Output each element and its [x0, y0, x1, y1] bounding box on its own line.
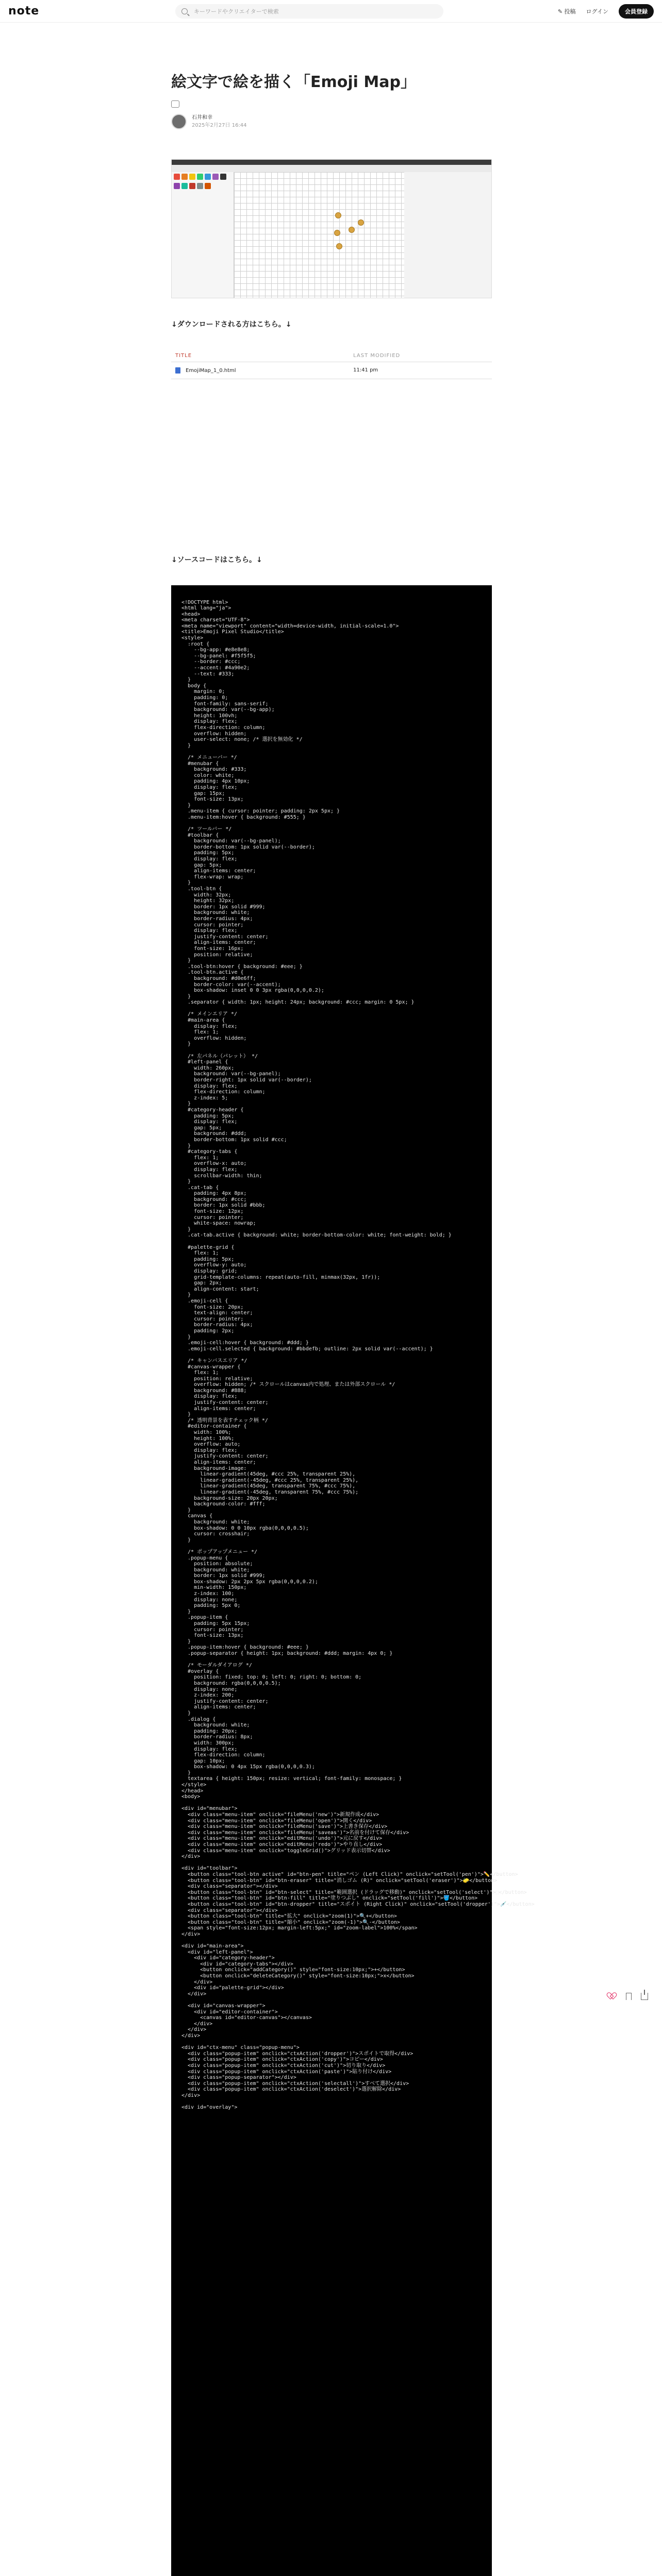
- article: [171, 52, 535, 2576]
- post-label: 投稿: [564, 8, 576, 15]
- hero-canvas-area: [234, 172, 491, 298]
- author-meta: [192, 114, 247, 129]
- file-table-header: [171, 350, 492, 362]
- author-block: [171, 114, 492, 129]
- source-code: <!DOCTYPE html> <html lang="ja"> <head> <meta charset="UTF-8"> <meta name="viewport" content="width=device-width, initial-scale=1.0"> <title>Emoji Pixel Studio</title> <style> :root { --bg-app: #e8e8e8; --bg-panel: #f5f5f5; --border: #ccc; --accent: #4a90e2; --text: #333; } body { margin: 0; padding: 0; font-family: sans-serif; background: var(--bg-app); height: 100vh; display: flex; flex-direction: column; overflow: hidden; user-select: none; /* 選択を無効化 */ } /* メニューバー */ #menubar { background: #333; color: white; padding: 4px 10px; display: flex; gap: 15px; font-size: 13px; } .menu-item { cursor: pointer; padding: 2px 5px; } .menu-item:hover { background: #555; } /* ツールバー */ #toolbar { background: var(--bg-panel); border-bottom: 1px solid var(--border); padding: 5px; display: flex; gap: 5px; align-items: center; flex-wrap: wrap; } .tool-btn { width: 32px; height: 32px; border: 1px solid #999; background: white; border-radius: 4px; cursor: pointer; display: flex; justify-content: center; align-items: center; font-size: 16px; position: relative; } .tool-btn:hover { background: #eee; } .tool-btn.active { background: #d0e6ff; border-color: var(--accent); box-shadow: inset 0 0 3px rgba(0,0,0,0.2); } .separator { width: 1px; height: 24px; background: #ccc; margin: 0 5px; } /* メインエリア */ #main-area { display: flex; flex: 1; overflow: hidden; } /* 左パネル（パレット） */ #left-panel { width: 260px; background: var(--bg-panel); border-right: 1px solid var(--border); display: flex; flex-direction: column; z-index: 5; } #category-header { padding: 5px; display: flex; gap: 5px; background: #ddd; border-bottom: 1px solid #ccc; } #category-tabs { flex: 1; overflow-x: auto; display: flex; scrollbar-width: thin; } .cat-tab { padding: 4px 8px; background: #ccc; border: 1px solid #bbb; font-size: 12px; cursor: pointer; white-space: nowrap; } .cat-tab.active { background: white; border-bottom-color: white; font-weight: bold; } #palette-grid { flex: 1; padding: 5px; overflow-y: auto; display: grid; grid-template-columns: repeat(auto-fill, minmax(32px, 1fr)); gap: 2px; align-content: start; } .emoji-cell { font-size: 20px; text-align: center; cursor: pointer; border-radius: 4px; padding: 2px; } .emoji-cell:hover { background: #ddd; } .emoji-cell.selected { background: #bbdefb; outline: 2px solid var(--accent); } /* キャンバスエリア */ #canvas-wrapper { flex: 1; position: relative; overflow: hidden; /* スクロールはcanvas内で処理、または外部スクロール */ background: #888; display: flex; justify-content: center; align-items: center; } /* 透明背景を表すチェック柄 */ #editor-container { width: 100%; height: 100%; overflow: auto; display: flex; justify-content: center; align-items: center; background-image: linear-gradient(45deg, #ccc 25%, transparent 25%), linear-gradient(-45deg, #ccc 25%, transparent 25%), linear-gradient(45deg, transparent 75%, #ccc 75%), linear-gradient(-45deg, transparent 75%, #ccc 75%); background-size: 20px 20px; background-color: #fff; } canvas { background: white; box-shadow: 0 0 10px rgba(0,0,0,0.5); cursor: crosshair; } /* ポップアップメニュー */ .popup-menu { position: absolute; background: white; border: 1px solid #999; box-shadow: 2px 2px 5px rgba(0,0,0,0.2); min-width: 150px; z-index: 100; display: none; padding: 5px 0; } .popup-item { padding: 5px 15px; cursor: pointer; font-size: 13px; } .popup-item:hover { background: #eee; } .popup-separator { height: 1px; background: #ddd; margin: 4px 0; } /* モーダルダイアログ */ #overlay { position: fixed; top: 0; left: 0; right: 0; bottom: 0; background: rgba(0,0,0,0.5); display: none; z-index: 200; justify-content: center; align-items: center; } .dialog { background: white; padding: 20px; border-radius: 8px; width: 300px; display: flex; flex-direction: column; gap: 10px; box-shadow: 0 4px 15px rgba(0,0,0,0.3); } textarea { height: 150px; resize: vertical; font-family: monospace; } </style> </head> <body> <div id="menubar"> <div class="menu-item" onclick="fileMenu('new')">新規作成</div> <div class="menu-item" onclick="fileMenu('open')">開く</div> <div class="menu-item" onclick="fileMenu('save')">上書き保存</div> <div class="menu-item" onclick="fileMenu('saveas')">名前を付けて保存</div> <div class="menu-item" onclick="editMenu('undo')">元に戻す</div> <div class="menu-item" onclick="editMenu('redo')">やり直し</div> <div class="menu-item" onclick="toggleGrid()">グリッド表示切替</div> </div> <div id="toolbar"> <button class="tool-btn active" id="btn-pen" title="ペン (Left Click)" onclick="setTool('pen')">✏️</button> <button class="tool-btn" id="btn-eraser" title="消しゴム (R)" onclick="setTool('eraser')">🧽</button> <div class="separator"></div> <button class="tool-btn" id="btn-select" title="範囲選択 (ドラッグで移動)" onclick="setTool('select')">⬚</button> <button class="tool-btn" id="btn-fill" title="塗りつぶし" onclick="setTool('fill')">🪣</button> <button class="tool-btn" id="btn-dropper" title="スポイト (Right Click)" onclick="setTool('dropper')">💉</button> <div class="separator"></div> <button class="tool-btn" title="拡大" onclick="zoom(1)">🔍+</button> <button class="tool-btn" title="縮小" onclick="zoom(-1)">🔍-</button> <span style="font-size:12px; margin-left:5px;" id="zoom-label">100%</span> </div> <div id="main-area"> <div id="left-panel"> <div id="category-header"> <div id="category-tabs"></div> <button onclick="addCategory()" style="font-size:10px;">+</button> <button onclick="deleteCategory()" style="font-size:10px;">x</button> </div> <div id="palette-grid"></div> </div> <div id="canvas-wrapper"> <div id="editor-container"> <canvas id="editor-canvas"></canvas> </div> </div> </div> <div id="ctx-menu" class="popup-menu"> <div class="popup-item" onclick="ctxAction('dropper')">スポイトで取得</div> <div class="popup-item" onclick="ctxAction('copy')">コピー</div> <div class="popup-item" onclick="ctxAction('cut')">切り取り</div> <div class="popup-item" onclick="ctxAction('paste')">貼り付け</div> <div class="popup-separator"></div> <div class="popup-item" onclick="ctxAction('selectall')">すべて選択</div> <div class="popup-item" onclick="ctxAction('deselect')">選択解除</div> </div> <div id="overlay">: [181, 599, 535, 2111]
- heart-icon[interactable]: [608, 1993, 617, 2000]
- file-table: [171, 350, 492, 379]
- file-icon: [175, 367, 180, 374]
- post-date: 2025年2月27日 16:44: [192, 122, 247, 128]
- file-name-cell[interactable]: [171, 362, 349, 379]
- hero-emoji-dot: [336, 243, 342, 249]
- bookmark-icon[interactable]: [626, 1993, 632, 2000]
- hero-emoji-dot: [335, 212, 341, 218]
- code-block: [171, 585, 535, 2576]
- hero-emoji-dot: [334, 230, 340, 236]
- share-icon[interactable]: [641, 1993, 648, 2000]
- download-heading: ↓ダウンロードされる方はこちら。↓: [171, 320, 292, 329]
- col-title: TITLE: [171, 350, 349, 362]
- hero-toolbar: [172, 165, 491, 173]
- side-actions: [608, 1993, 648, 2000]
- hero-screenshot-image: [171, 159, 492, 298]
- hero-palette-row: [172, 172, 234, 181]
- hero-grid: [234, 172, 404, 298]
- article-title: 絵文字で絵を描く「Emoji Map」: [171, 73, 416, 91]
- hero-emoji-dot: [349, 227, 355, 233]
- search-placeholder: キーワードやクリエイターで検索: [194, 8, 279, 15]
- table-row[interactable]: [171, 362, 492, 379]
- like-outline-icon[interactable]: [171, 100, 179, 108]
- file-modified: 11:41 pm: [349, 362, 492, 379]
- hero-palette: [172, 172, 234, 298]
- login-button[interactable]: ログイン: [586, 8, 608, 15]
- avatar[interactable]: [171, 114, 187, 129]
- signup-button[interactable]: 会員登録: [619, 4, 654, 19]
- hero-emoji-dot: [358, 219, 364, 226]
- source-heading: ↓ソースコードはこちら。↓: [171, 555, 262, 564]
- post-button[interactable]: ✎ 投稿: [557, 8, 576, 15]
- author-name[interactable]: 石井和幸: [192, 114, 212, 121]
- search-input[interactable]: [175, 4, 443, 19]
- search-icon: [181, 8, 188, 14]
- note-logo[interactable]: note: [8, 5, 40, 18]
- header-actions: [558, 4, 654, 19]
- col-last-modified: LAST MODIFIED: [349, 350, 492, 362]
- hero-menubar: [172, 160, 491, 165]
- top-header: [0, 0, 662, 23]
- hero-palette-row: [172, 181, 234, 191]
- file-name[interactable]: EmojiMap_1_0.html: [186, 367, 236, 374]
